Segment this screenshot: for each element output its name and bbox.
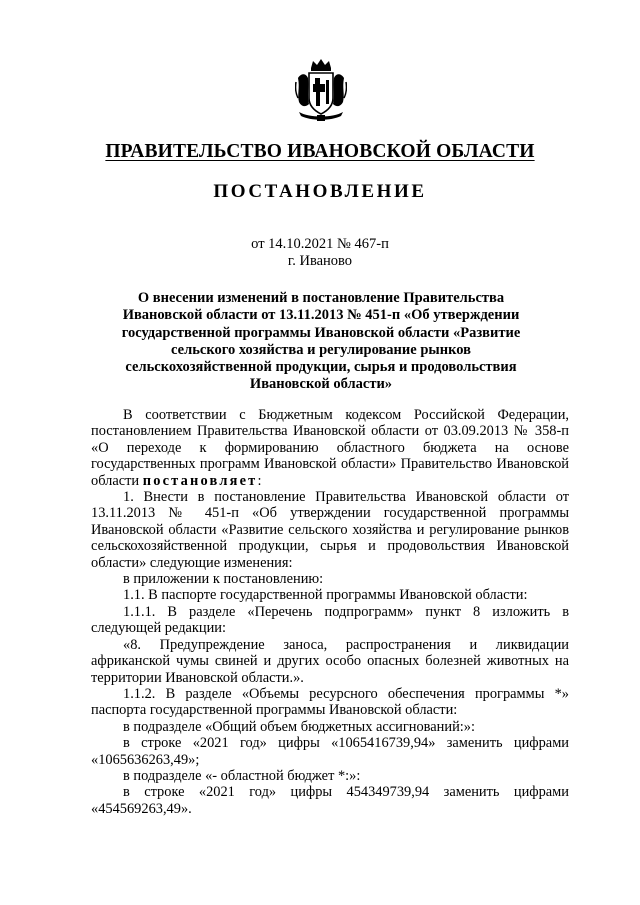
paragraph-item-1-1-2: 1.1.2. В разделе «Объемы ресурсного обеспечения программы *» паспорта государственной программы Ивановской области: [91,685,569,719]
paragraph-item-1-1: 1.1. В паспорте государственной программы Ивановской области: [123,587,528,604]
document-city: г. Иваново [287,253,353,269]
document-body [91,407,569,817]
coat-of-arms-icon [295,58,347,122]
paragraph-row-2021-regional: в строке «2021 год» цифры 454349739,94 заменить цифрами «454569263,49». [91,784,569,817]
paragraph-item-1: 1. Внести в постановление Правительства Ивановской области от 13.11.2013 № 451-п «Об утверждении государственной программы Ивановской области «Развитие сельского хозяйства и регулирование рынков сельскохозяйственной продукции, сырья и продовольствия Ивановской области» следующие изменения: [91,489,569,571]
paragraph-row-2021-total: в строке «2021 год» цифры «1065416739,94» заменить цифрами «1065636263,49»; [91,735,569,768]
paragraph-preamble [91,407,569,489]
decree-word: постановляет [142,472,258,489]
paragraph-subsection-total: в подразделе «Общий объем бюджетных ассигнований:»: [123,718,475,735]
paragraph-appendix: в приложении к постановлению: [123,571,324,588]
paragraph-quote-8: «8. Предупреждение заноса, распространения и ликвидации африканской чумы свиней и других особо опасных болезней животных на территории Ивановской области.». [91,636,569,686]
preamble-text: В соответствии с Бюджетным кодексом Российской Федерации, постановлением Правительства Ивановской области от 03.09.2013 № 358-п «О переходе к формированию областного бюджета на основе государственных программ Ивановской области» Правительство Ивановской области [91,407,569,489]
paragraph-item-1-1-1: 1.1.1. В разделе «Перечень подпрограмм» пункт 8 изложить в следующей редакции: [91,603,569,637]
document-date-number: от 14.10.2021 № 467-п [251,236,389,252]
paragraph-subsection-regional: в подразделе «- областной бюджет *:»: [123,767,361,784]
document-title: О внесении изменений в постановление Правительства Ивановской области от 13.11.2013 № 451-п «Об утверждении государственной программы Ивановской области «Развитие сельского хозяйства и регулирование рынков сельскохозяйственной продукции, сырья и продовольствия Ивановской области» [121,290,521,393]
preamble-end: : [257,472,262,489]
document-type: ПОСТАНОВЛЕНИЕ [213,181,427,202]
government-name: ПРАВИТЕЛЬСТВО ИВАНОВСКОЙ ОБЛАСТИ [105,141,535,162]
